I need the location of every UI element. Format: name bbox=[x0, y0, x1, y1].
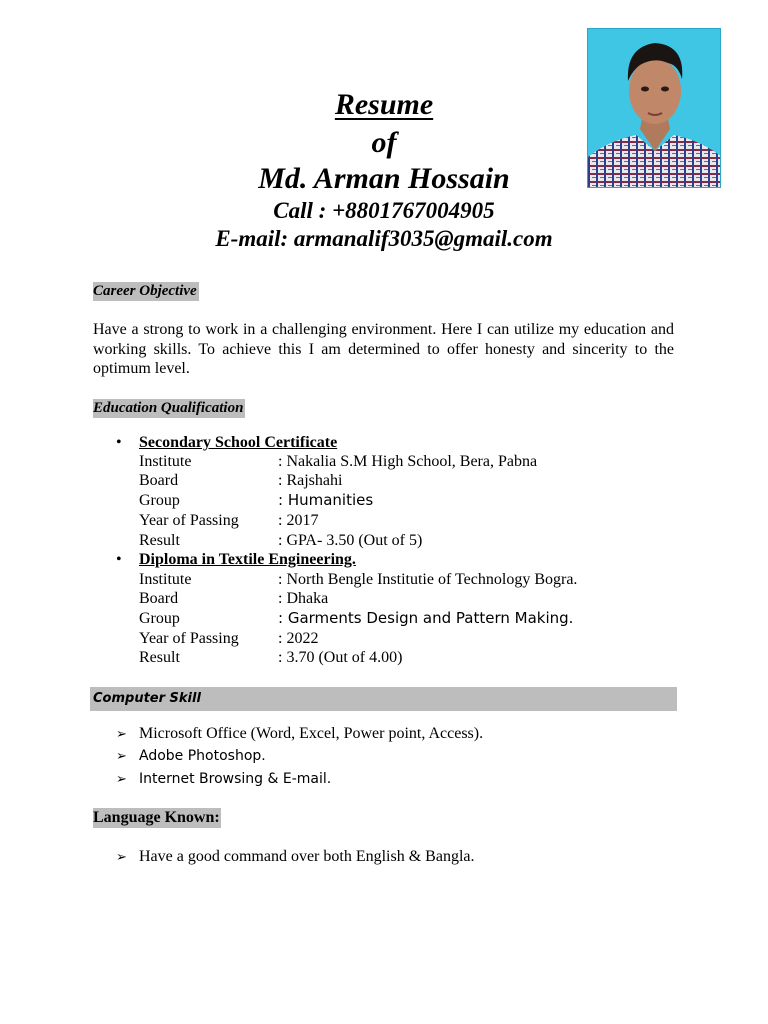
resume-title: Resume bbox=[334, 88, 434, 121]
ssc-title: Secondary School Certificate bbox=[139, 434, 338, 451]
career-objective-heading: Career Objective bbox=[93, 283, 197, 299]
arrow-right-icon: ➢ bbox=[116, 849, 127, 864]
profile-photo bbox=[587, 28, 721, 188]
bullet-icon: • bbox=[116, 551, 122, 568]
arrow-right-icon: ➢ bbox=[116, 726, 127, 741]
phone-number: Call : +8801767004905 bbox=[273, 198, 495, 223]
list-item: ➢ Microsoft Office (Word, Excel, Power point, Access). bbox=[116, 725, 484, 742]
arrow-right-icon: ➢ bbox=[116, 748, 127, 763]
email-address: E-mail: armanalif3035@gmail.com bbox=[215, 226, 553, 251]
career-objective-text: Have a strong to work in a challenging environment. Here I can utilize my education and working skills. To achieve this I am determined to offer honesty and sincerity to the optimum level. bbox=[93, 321, 674, 378]
diploma-title: Diploma in Textile Engineering. bbox=[139, 551, 356, 568]
computer-skill-heading: Computer Skill bbox=[90, 687, 677, 711]
resume-page: Resume of Md. Arman Hossain Call : +8801767004905 E-mail: armanalif3035@gmail.com Career Objective Have a strong to work in a challenging environment. Here I can utilize my education and working skills. To achieve this I am determined to offer honesty and sincerity to the optimum level. Education Qualification • Secondary School Certificate Institute : Nakalia S.M High School, Bera, Pabna Board : Rajshahi Group : Humanities Year of Passing : 2017 Result : GPA- 3.50 (Out of 5) • Diploma in Textile Engineering. Institute : North Bengle Institutie of Technology Bogra. Board : Dhaka Group : Garments Design and Pattern Making. Year of Passing : 2022 Result : 3.70 (Out of 4.00) Computer Skill ➢ Microsoft Office (Word, Excel, Power point, Access). ➢ Adobe Photoshop. ➢ Internet Browsing & E-mail. Language Known: ➢ Have a good command over both English & Bangla. bbox=[0, 0, 768, 1024]
list-item: ➢ Internet Browsing & E-mail. bbox=[116, 771, 332, 787]
education-heading: Education Qualification bbox=[93, 400, 244, 416]
list-item: ➢ Have a good command over both English & Bangla. bbox=[116, 848, 475, 865]
candidate-name: Md. Arman Hossain bbox=[258, 162, 510, 195]
language-heading: Language Known: bbox=[93, 809, 220, 826]
list-item: ➢ Adobe Photoshop. bbox=[116, 748, 266, 764]
bullet-icon: • bbox=[116, 434, 122, 451]
arrow-right-icon: ➢ bbox=[116, 771, 127, 786]
resume-title-of: of bbox=[371, 126, 397, 159]
